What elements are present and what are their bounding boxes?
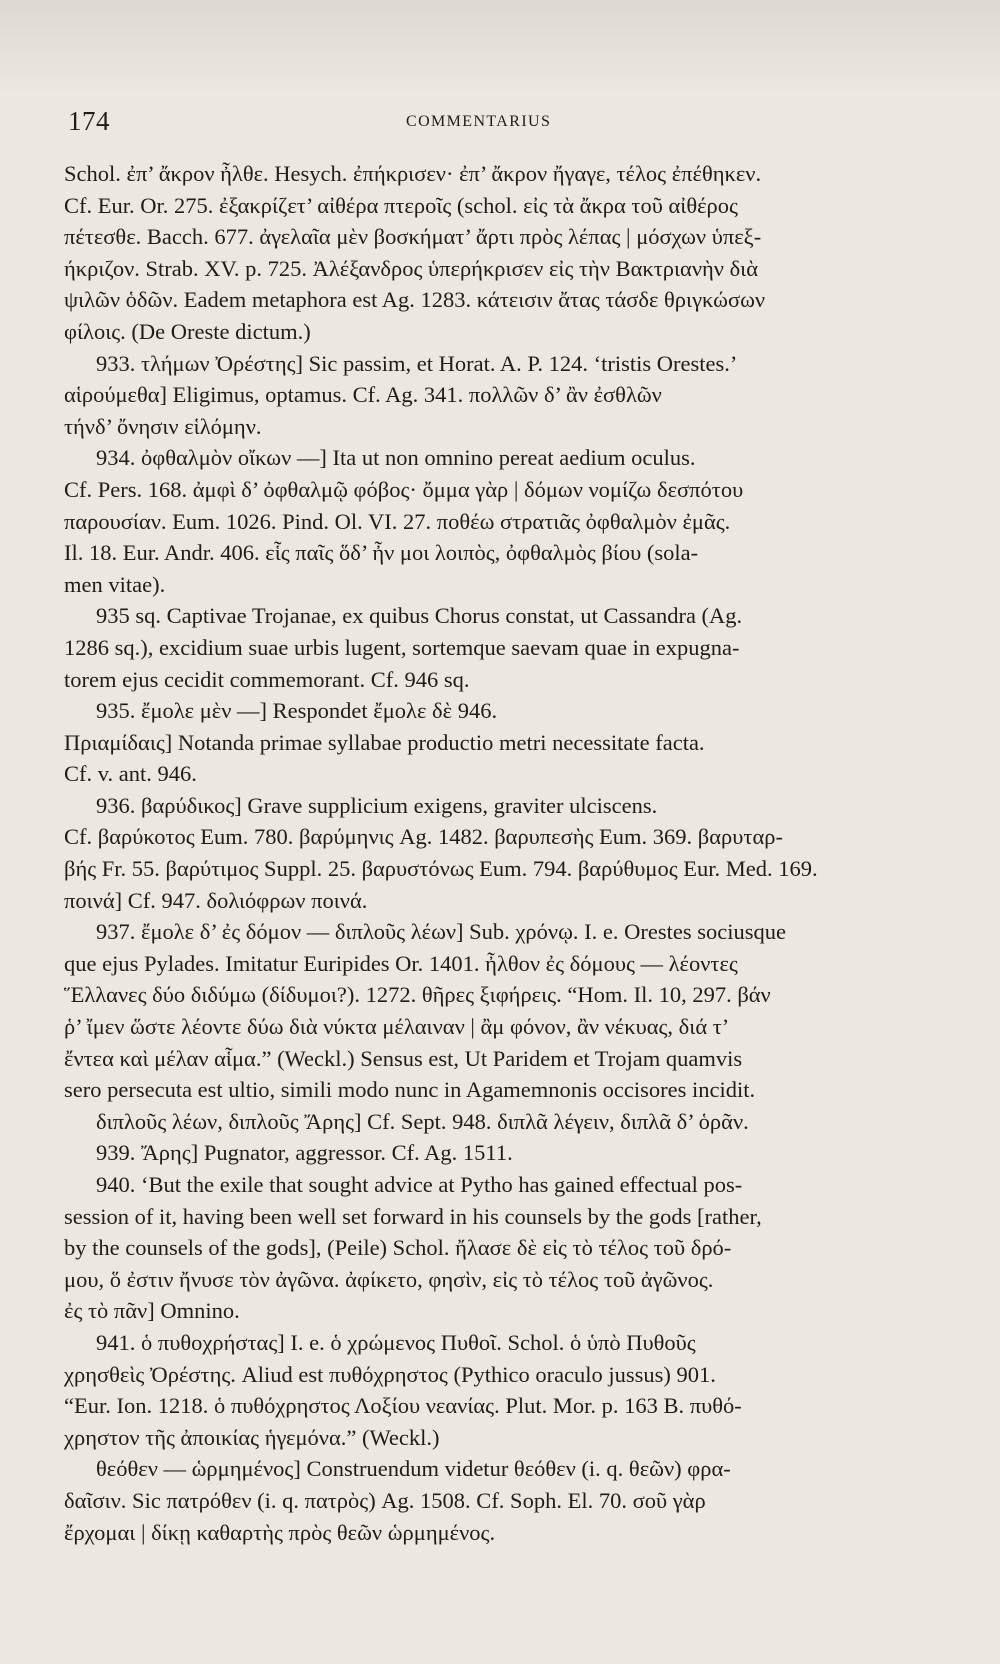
- text-line: ἔντεα καὶ μέλαν αἷμα.” (Weckl.) Sensus est, Ut Paridem et Trojam quamvis: [64, 1045, 743, 1071]
- text-line: φίλοις. (De Oreste dictum.): [64, 318, 311, 344]
- text-line: 934. ὀφθαλμὸν οἴκων —] Ita ut non omnino pereat aedium oculus.: [96, 445, 696, 471]
- commentary-text: [64, 158, 948, 1548]
- text-line: θεόθεν — ὡρμημένος] Construendum videtur θεόθεν (i. q. θεῶν) φρα-: [96, 1456, 731, 1482]
- text-line: μου, ὅ ἐστιν ἤνυσε τὸν ἀγῶνα. ἀφίκετο, φησὶν, εἰς τὸ τέλος τοῦ ἀγῶνος.: [64, 1266, 714, 1292]
- text-line: Ἕλλανες δύο διδύμω (δίδυμοι?). 1272. θῆρες ξιφήρεις. “Hom. Il. 10, 297. βάν: [64, 982, 771, 1008]
- text-line: τήνδ’ ὄνησιν εἱλόμην.: [64, 413, 262, 439]
- text-line: session of it, having been well set forward in his counsels by the gods [rather,: [64, 1203, 762, 1229]
- text-line: πέτεσθε. Bacch. 677. ἀγελαῖα μὲν βοσκήματ’ ἄρτι πρὸς λέπας | μόσχων ὑπεξ-: [64, 224, 762, 250]
- text-line: 936. βαρύδικος] Grave supplicium exigens, graviter ulciscens.: [96, 792, 658, 818]
- text-line: Cf. βαρύκοτος Eum. 780. βαρύμηνις Ag. 1482. βαρυπεσὴς Eum. 369. βαρυταρ-: [64, 824, 783, 850]
- text-line: by the counsels of the gods], (Peile) Schol. ἤλασε δὲ εἰς τὸ τέλος τοῦ δρό-: [64, 1235, 732, 1261]
- running-head: COMMENTARIUS: [406, 113, 552, 130]
- text-line: χρηστον τῆς ἀποικίας ἡγεμόνα.” (Weckl.): [64, 1424, 440, 1450]
- text-line: 940. ‘But the exile that sought advice at Pytho has gained effectual pos-: [96, 1172, 743, 1197]
- text-line: 933. τλήμων Ὀρέστης] Sic passim, et Horat. A. P. 124. ‘tristis Orestes.’: [96, 350, 738, 376]
- text-line: torem ejus cecidit commemorant. Cf. 946 sq.: [64, 666, 470, 692]
- text-line: Cf. Eur. Or. 275. ἐξακρίζετ’ αἰθέρα πτεροῖς (schol. εἰς τὰ ἄκρα τοῦ αἰθέρος: [64, 192, 738, 218]
- text-line: 937. ἔμολε δ’ ἐς δόμον — διπλοῦς λέων] Sub. χρόνῳ. I. e. Orestes sociusque: [96, 919, 786, 945]
- text-line: Cf. v. ant. 946.: [64, 761, 197, 787]
- text-line: 935 sq. Captivae Trojanae, ex quibus Chorus constat, ut Cassandra (Ag.: [96, 603, 743, 629]
- page-shadow: [0, 0, 1000, 96]
- text-line: διπλοῦς λέων, διπλοῦς Ἄρης] Cf. Sept. 948. διπλᾶ λέγειν, διπλᾶ δ’ ὁρᾶν.: [96, 1108, 749, 1134]
- text-line: 941. ὁ πυθοχρήστας] I. e. ὁ χρώμενος Πυθοῖ. Schol. ὁ ὑπὸ Πυθοῦς: [96, 1329, 696, 1355]
- text-line: ποινά] Cf. 947. δολιόφρων ποινά.: [64, 887, 368, 913]
- text-line: ήκριζον. Strab. XV. p. 725. Ἀλέξανδρος ὑπερήκρισεν εἰς τὴν Βακτριανὴν διὰ: [64, 255, 759, 281]
- text-line: ἐς τὸ πᾶν] Omnino.: [64, 1298, 240, 1324]
- text-line: αἱρούμεθα] Eligimus, optamus. Cf. Ag. 341. πολλῶν δ’ ἂν ἐσθλῶν: [64, 382, 662, 408]
- page-header: [68, 106, 953, 142]
- text-line: 935. ἔμολε μὲν —] Respondet ἔμολε δὲ 946.: [96, 698, 498, 724]
- text-line: sero persecuta est ultio, simili modo nunc in Agamemnonis occisores incidit.: [64, 1077, 756, 1103]
- text-line: χρησθεὶς Ὀρέστης. Aliud est πυθόχρηστος (Pythico oraculo jussus) 901.: [64, 1361, 716, 1387]
- text-line: 1286 sq.), excidium suae urbis lugent, sortemque saevam quae in expugna-: [64, 634, 740, 660]
- text-line: ῥ’ ἴμεν ὥστε λέοντε δύω διὰ νύκτα μέλαιναν | ἂμ φόνον, ἂν νέκυας, διά τ’: [64, 1014, 730, 1040]
- text-line: Schol. ἐπ’ ἄκρον ἦλθε. Hesych. ἐπήκρισεν· ἐπ’ ἄκρον ἤγαγε, τέλος ἐπέθηκεν.: [64, 161, 762, 186]
- text-line: men vitae).: [64, 571, 166, 597]
- text-line: Il. 18. Eur. Andr. 406. εἷς παῖς ὅδ’ ἦν μοι λοιπὸς, ὀφθαλμὸς βίου (sola-: [64, 540, 699, 566]
- text-line: Πριαμίδαις] Notanda primae syllabae productio metri necessitate facta.: [64, 729, 705, 755]
- text-line: “Eur. Ion. 1218. ὁ πυθόχρηστος Λοξίου νεανίας. Plut. Mor. p. 163 B. πυθό-: [64, 1393, 742, 1419]
- text-line: δαῖσιν. Sic πατρόθεν (i. q. πατρὸς) Ag. 1508. Cf. Soph. El. 70. σοῦ γὰρ: [64, 1487, 706, 1513]
- text-line: que ejus Pylades. Imitatur Euripides Or. 1401. ἦλθον ἐς δόμους — λέοντες: [64, 950, 738, 976]
- page-number: 174: [68, 106, 110, 136]
- text-line: ἔρχομαι | δίκῃ καθαρτὴς πρὸς θεῶν ὡρμημένος.: [64, 1519, 496, 1545]
- text-line: βής Fr. 55. βαρύτιμος Suppl. 25. βαρυστόνως Eum. 794. βαρύθυμος Eur. Med. 169.: [64, 856, 818, 882]
- text-line: 939. Ἄρης] Pugnator, aggressor. Cf. Ag. 1511.: [96, 1140, 513, 1166]
- text-line: ψιλῶν ὁδῶν. Eadem metaphora est Ag. 1283. κάτεισιν ἄτας τάσδε θριγκώσων: [64, 287, 766, 313]
- text-line: Cf. Pers. 168. ἀμφὶ δ’ ὀφθαλμῷ φόβος· ὄμμα γὰρ | δόμων νομίζω δεσπότου: [64, 476, 744, 502]
- text-line: παρουσίαν. Eum. 1026. Pind. Ol. VI. 27. ποθέω στρατιᾶς ὀφθαλμὸν ἐμᾶς.: [64, 508, 731, 534]
